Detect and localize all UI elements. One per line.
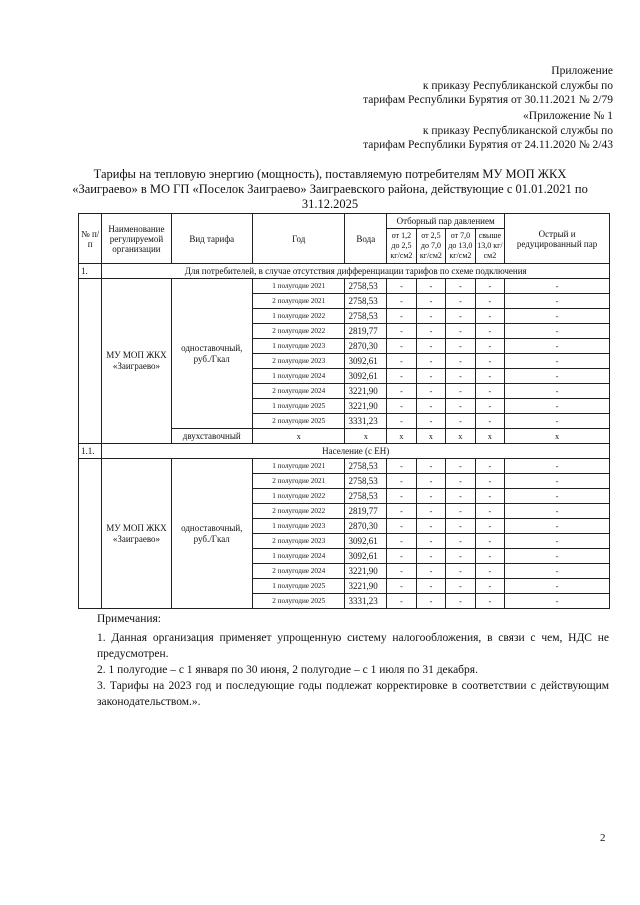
two-part-value: х [446,429,475,444]
dash-cell: - [505,324,610,339]
two-part-value: х [387,429,416,444]
header-steam-col: от 2,5 до 7,0 кг/см2 [416,229,445,264]
dash-cell: - [446,414,475,429]
water-tariff-cell: 2819,77 [345,324,387,339]
section-label: Население (с ЕН) [102,444,610,459]
water-tariff-cell: 2819,77 [345,504,387,519]
water-tariff-cell: 3331,23 [345,414,387,429]
dash-cell: - [505,414,610,429]
table-row [79,279,610,294]
period-cell: 1 полугодие 2023 [252,339,345,354]
dash-cell: - [416,459,445,474]
period-cell: 2 полугодие 2024 [252,564,345,579]
header-year: Год [252,214,345,264]
dash-cell: - [387,414,416,429]
period-cell: 2 полугодие 2023 [252,534,345,549]
period-cell: 2 полугодие 2024 [252,384,345,399]
dash-cell: - [475,594,505,609]
tariff-type-cell: одноставочный, руб./Гкал [171,459,252,609]
dash-cell: - [446,504,475,519]
dash-cell: - [387,354,416,369]
dash-cell: - [387,474,416,489]
dash-cell: - [387,339,416,354]
dash-cell: - [475,339,505,354]
dash-cell: - [505,519,610,534]
water-tariff-cell: 3221,90 [345,564,387,579]
dash-cell: - [475,399,505,414]
dash-cell: - [475,279,505,294]
dash-cell: - [505,594,610,609]
dash-cell: - [475,489,505,504]
dash-cell: - [505,309,610,324]
dash-cell: - [475,384,505,399]
water-tariff-cell: 3092,61 [345,549,387,564]
organization-cell: МУ МОП ЖКХ «Заиграево» [102,279,171,444]
period-cell: 1 полугодие 2025 [252,399,345,414]
two-part-value: х [345,429,387,444]
period-cell: 1 полугодие 2024 [252,369,345,384]
dash-cell: - [387,519,416,534]
dash-cell: - [475,459,505,474]
dash-cell: - [475,369,505,384]
appendix-header-line: к приказу Республиканской службы по [422,124,613,137]
period-cell: 1 полугодие 2025 [252,579,345,594]
dash-cell: - [475,414,505,429]
dash-cell: - [387,324,416,339]
dash-cell: - [475,549,505,564]
dash-cell: - [505,549,610,564]
period-cell: 2 полугодие 2025 [252,414,345,429]
period-cell: 1 полугодие 2021 [252,459,345,474]
dash-cell: - [446,549,475,564]
dash-cell: - [505,294,610,309]
period-cell: 2 полугодие 2025 [252,594,345,609]
dash-cell: - [416,549,445,564]
two-part-value: х [416,429,445,444]
dash-cell: - [475,354,505,369]
water-tariff-cell: 3331,23 [345,594,387,609]
dash-cell: - [505,369,610,384]
dash-cell: - [416,354,445,369]
dash-cell: - [475,504,505,519]
dash-cell: - [475,519,505,534]
period-cell: 2 полугодие 2021 [252,474,345,489]
dash-cell: - [446,339,475,354]
dash-cell: - [387,459,416,474]
dash-cell: - [387,294,416,309]
appendix-header [363,64,613,108]
dash-cell: - [475,324,505,339]
dash-cell: - [475,474,505,489]
header-steam-col: свыше 13,0 кг/см2 [475,229,505,264]
period-cell: 1 полугодие 2023 [252,519,345,534]
document-title: Тарифы на тепловую энергию (мощность), поставляемую потребителям МУ МОП ЖКХ «Заиграево» в МО ГП «Поселок Заиграево» Заиграевского района, действующие с 01.01.2021 по 31.12.2025 [72,167,588,211]
dash-cell: - [475,534,505,549]
dash-cell: - [446,594,475,609]
water-tariff-cell: 3221,90 [345,579,387,594]
header-sharp-steam: Острый и редуцированный пар [505,214,610,264]
dash-cell: - [505,354,610,369]
dash-cell: - [416,324,445,339]
note-item: 1. Данная организация применяет упрощенную систему налогообложения, в связи с чем, НДС не предусмотрен. [97,632,609,660]
appendix-header-line: тарифам Республики Бурятия от 30.11.2021 № 2/79 [363,94,613,106]
header-steam-col: от 1,2 до 2,5 кг/см2 [387,229,416,264]
dash-cell: - [416,294,445,309]
dash-cell: - [505,384,610,399]
two-part-value: х [252,429,345,444]
two-part-label: двухставочный [171,429,252,444]
notes [97,611,609,710]
dash-cell: - [416,279,445,294]
water-tariff-cell: 2758,53 [345,459,387,474]
dash-cell: - [475,564,505,579]
dash-cell: - [446,369,475,384]
dash-cell: - [446,474,475,489]
dash-cell: - [446,354,475,369]
dash-cell: - [416,504,445,519]
section-number: 1. [79,264,102,279]
appendix-header-line: «Приложение № 1 [523,110,613,122]
dash-cell: - [387,369,416,384]
dash-cell: - [387,399,416,414]
header-tariff-type: Вид тарифа [171,214,252,264]
dash-cell: - [416,489,445,504]
water-tariff-cell: 2758,53 [345,279,387,294]
header-num: № п/п [79,214,102,264]
dash-cell: - [387,309,416,324]
dash-cell: - [446,309,475,324]
dash-cell: - [446,324,475,339]
note-item: 3. Тарифы на 2023 год и последующие годы подлежат корректировке в соответствии с действующим законодательством.». [97,680,609,708]
dash-cell: - [505,279,610,294]
note-item: 2. 1 полугодие – с 1 января по 30 июня, 2 полугодие – с 1 июля по 31 декабря. [97,664,478,676]
period-cell: 1 полугодие 2022 [252,309,345,324]
dash-cell: - [446,399,475,414]
dash-cell: - [416,384,445,399]
dash-cell: - [446,489,475,504]
dash-cell: - [416,369,445,384]
dash-cell: - [387,534,416,549]
water-tariff-cell: 2870,30 [345,339,387,354]
dash-cell: - [387,489,416,504]
organization-cell: МУ МОП ЖКХ «Заиграево» [102,459,171,609]
water-tariff-cell: 2758,53 [345,474,387,489]
dash-cell: - [475,579,505,594]
dash-cell: - [416,534,445,549]
dash-cell: - [387,564,416,579]
period-cell: 1 полугодие 2022 [252,489,345,504]
period-cell: 2 полугодие 2021 [252,294,345,309]
dash-cell: - [505,399,610,414]
header-water: Вода [345,214,387,264]
water-tariff-cell: 2870,30 [345,519,387,534]
period-cell: 2 полугодие 2022 [252,324,345,339]
row-num-cell [79,279,102,444]
water-tariff-cell: 3092,61 [345,369,387,384]
dash-cell: - [416,519,445,534]
dash-cell: - [416,564,445,579]
dash-cell: - [416,414,445,429]
dash-cell: - [446,519,475,534]
dash-cell: - [446,579,475,594]
dash-cell: - [416,399,445,414]
dash-cell: - [505,459,610,474]
dash-cell: - [387,504,416,519]
dash-cell: - [416,309,445,324]
dash-cell: - [505,504,610,519]
dash-cell: - [446,279,475,294]
dash-cell: - [387,579,416,594]
dash-cell: - [387,549,416,564]
period-cell: 2 полугодие 2023 [252,354,345,369]
two-part-value: х [505,429,610,444]
dash-cell: - [446,534,475,549]
header-steam-group: Отборный пар давлением [387,214,505,229]
section-number: 1.1. [79,444,102,459]
dash-cell: - [505,564,610,579]
two-part-value: х [475,429,505,444]
water-tariff-cell: 3092,61 [345,534,387,549]
tariff-table [78,213,610,609]
tariff-type-cell: одноставочный, руб./Гкал [171,279,252,429]
notes-heading: Примечания: [97,613,161,625]
water-tariff-cell: 2758,53 [345,294,387,309]
dash-cell: - [505,579,610,594]
period-cell: 1 полугодие 2024 [252,549,345,564]
dash-cell: - [416,474,445,489]
section-label: Для потребителей, в случае отсутствия дифференциации тарифов по схеме подключения [102,264,610,279]
water-tariff-cell: 3221,90 [345,399,387,414]
dash-cell: - [505,339,610,354]
appendix-header-line: к приказу Республиканской службы по [422,79,613,92]
dash-cell: - [387,594,416,609]
dash-cell: - [387,384,416,399]
header-steam-col: от 7,0 до 13,0 кг/см2 [446,229,475,264]
dash-cell: - [446,459,475,474]
dash-cell: - [505,489,610,504]
appendix-header-line: Приложение [551,65,613,77]
page-number: 2 [600,832,606,844]
dash-cell: - [416,579,445,594]
water-tariff-cell: 3092,61 [345,354,387,369]
water-tariff-cell: 3221,90 [345,384,387,399]
dash-cell: - [505,474,610,489]
appendix-header-line: тарифам Республики Бурятия от 24.11.2020 № 2/43 [363,139,613,151]
dash-cell: - [446,564,475,579]
water-tariff-cell: 2758,53 [345,489,387,504]
header-organization: Наименование регулируемой организации [102,214,171,264]
previous-appendix-header [363,109,613,153]
dash-cell: - [416,339,445,354]
dash-cell: - [475,309,505,324]
dash-cell: - [387,279,416,294]
dash-cell: - [416,594,445,609]
dash-cell: - [475,294,505,309]
dash-cell: - [505,534,610,549]
table-row [79,459,610,474]
row-num-cell [79,459,102,609]
period-cell: 1 полугодие 2021 [252,279,345,294]
period-cell: 2 полугодие 2022 [252,504,345,519]
water-tariff-cell: 2758,53 [345,309,387,324]
dash-cell: - [446,294,475,309]
dash-cell: - [446,384,475,399]
